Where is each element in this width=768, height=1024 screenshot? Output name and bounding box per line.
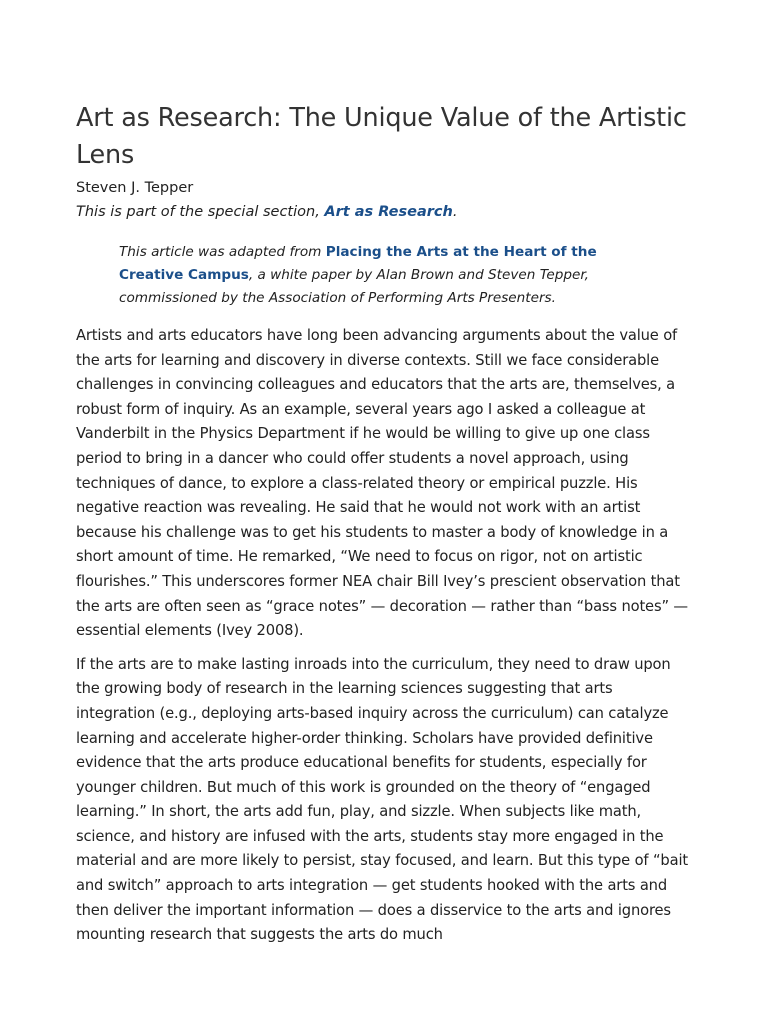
article-author: Steven J. Tepper bbox=[76, 180, 194, 196]
adapted-suffix: , a white paper by Alan Brown and Steven Tepper, commissioned by the Association of Performing Arts Presenters. bbox=[119, 267, 589, 306]
adapted-prefix: This article was adapted from bbox=[119, 244, 326, 260]
special-section-note bbox=[76, 200, 696, 225]
white-paper-link[interactable]: Placing the Arts at the Heart of the Creative Campus bbox=[119, 244, 597, 283]
body-paragraph: If the arts are to make lasting inroads into the curriculum, they need to draw upon the growing body of research in the learning sciences suggesting that arts integration (e.g., deploying arts-based inquiry across the curriculum) can catalyze learning and accelerate higher-order thinking. Scholars have provided definitive evidence that the arts produce educational benefits for students, especially for younger children. But much of this work is grounded on the theory of “engaged learning.” In short, the arts add fun, play, and sizzle. When subjects like math, science, and history are infused with the arts, students stay more engaged in the material and are more likely to persist, stay focused, and learn. But this type of “bait and switch” approach to arts integration — get students hooked with the arts and then deliver the important information — does a disservice to the arts and ignores mounting research that suggests the arts do much bbox=[76, 655, 688, 944]
section-note-suffix: . bbox=[452, 204, 458, 220]
body-paragraph: Artists and arts educators have long been advancing arguments about the value of the arts for learning and discovery in diverse contexts. Still we face considerable challenges in convincing colleagues and educators that the arts are, themselves, a robust form of inquiry. As an example, several years ago I asked a colleague at Vanderbilt in the Physics Department if he would be willing to give up one class period to bring in a dancer who could offer students a novel approach, using techniques of dance, to explore a class-related theory or empirical puzzle. His negative reaction was revealing. He said that he would not work with an artist because his challenge was to get his students to master a body of knowledge in a short amount of time. He remarked, “We need to focus on rigor, not on artistic flourishes.” This underscores former NEA chair Bill Ivey’s prescient observation that the arts are often seen as “grace notes” — decoration — rather than “bass notes” — essential elements (Ivey 2008). bbox=[76, 327, 688, 640]
article-title: Art as Research: The Unique Value of the Artistic Lens bbox=[76, 103, 687, 170]
section-note-prefix: This is part of the special section, bbox=[76, 204, 325, 220]
special-section-link[interactable]: Art as Research bbox=[324, 204, 453, 220]
article bbox=[76, 100, 696, 948]
adapted-from-note bbox=[119, 241, 639, 310]
